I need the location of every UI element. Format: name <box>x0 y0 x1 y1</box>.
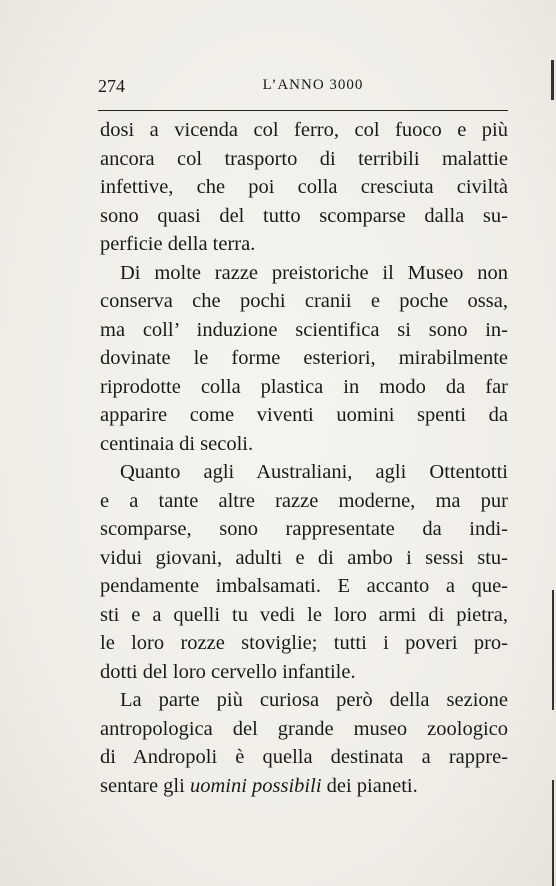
body-text <box>100 116 508 800</box>
page-edge-shadow <box>551 60 554 100</box>
text-line: dotti del loro cervello infantile. <box>100 660 356 683</box>
page-edge-shadow <box>552 590 554 710</box>
text-line: le loro rozze stoviglie; tutti i poveri pro- <box>100 632 508 654</box>
text-line: apparire come viventi uomini spenti da <box>100 404 508 426</box>
text-line: La parte più curiosa però della sezione <box>120 689 508 711</box>
page-header <box>98 76 508 100</box>
text-line: scomparse, sono rappresentate da indi- <box>100 518 508 540</box>
text-line <box>100 772 508 801</box>
text-line: riprodotte colla plastica in modo da far <box>100 375 508 398</box>
text-line: di Andropoli è quella destinata a rappre- <box>100 746 508 768</box>
text-line: dosi a vicenda col ferro, col fuoco e più <box>100 119 508 141</box>
text-line: infettive, che poi colla cresciuta civiltà <box>100 176 508 198</box>
text-line: dovinate le forme esteriori, mirabilmente <box>100 347 508 369</box>
text-line: Quanto agli Australiani, agli Ottentotti <box>120 461 508 483</box>
italic-phrase: uomini possibili <box>189 774 322 797</box>
text-line: conserva che pochi cranii e poche ossa, <box>100 290 508 312</box>
text-line: pendamente imbalsamati. E accanto a que- <box>100 575 508 597</box>
text-segment: dei pianeti. <box>321 774 418 797</box>
page-edge-shadow <box>552 780 554 886</box>
running-title: L’ANNO 3000 <box>262 77 364 93</box>
page-number: 274 <box>98 76 125 96</box>
text-line: sono quasi del tutto scomparse dalla su- <box>100 204 508 227</box>
text-line: e a tante altre razze moderne, ma pur <box>100 489 508 512</box>
text-line: ancora col trasporto di terribili malattie <box>100 147 508 170</box>
text-line: ma coll’ induzione scientifica si sono in- <box>100 318 508 341</box>
text-line: Di molte razze preistoriche il Museo non <box>120 261 508 284</box>
text-line: antropologica del grande museo zoologico <box>100 717 508 740</box>
text-line: vidui giovani, adulti e di ambo i sessi stu- <box>100 546 508 569</box>
text-line: sti e a quelli tu vedi le loro armi di pietra, <box>100 603 508 626</box>
header-rule <box>98 110 508 111</box>
text-line: centinaia di secoli. <box>100 432 254 455</box>
text-segment: sentare gli <box>100 774 190 797</box>
text-line: perficie della terra. <box>100 233 256 255</box>
